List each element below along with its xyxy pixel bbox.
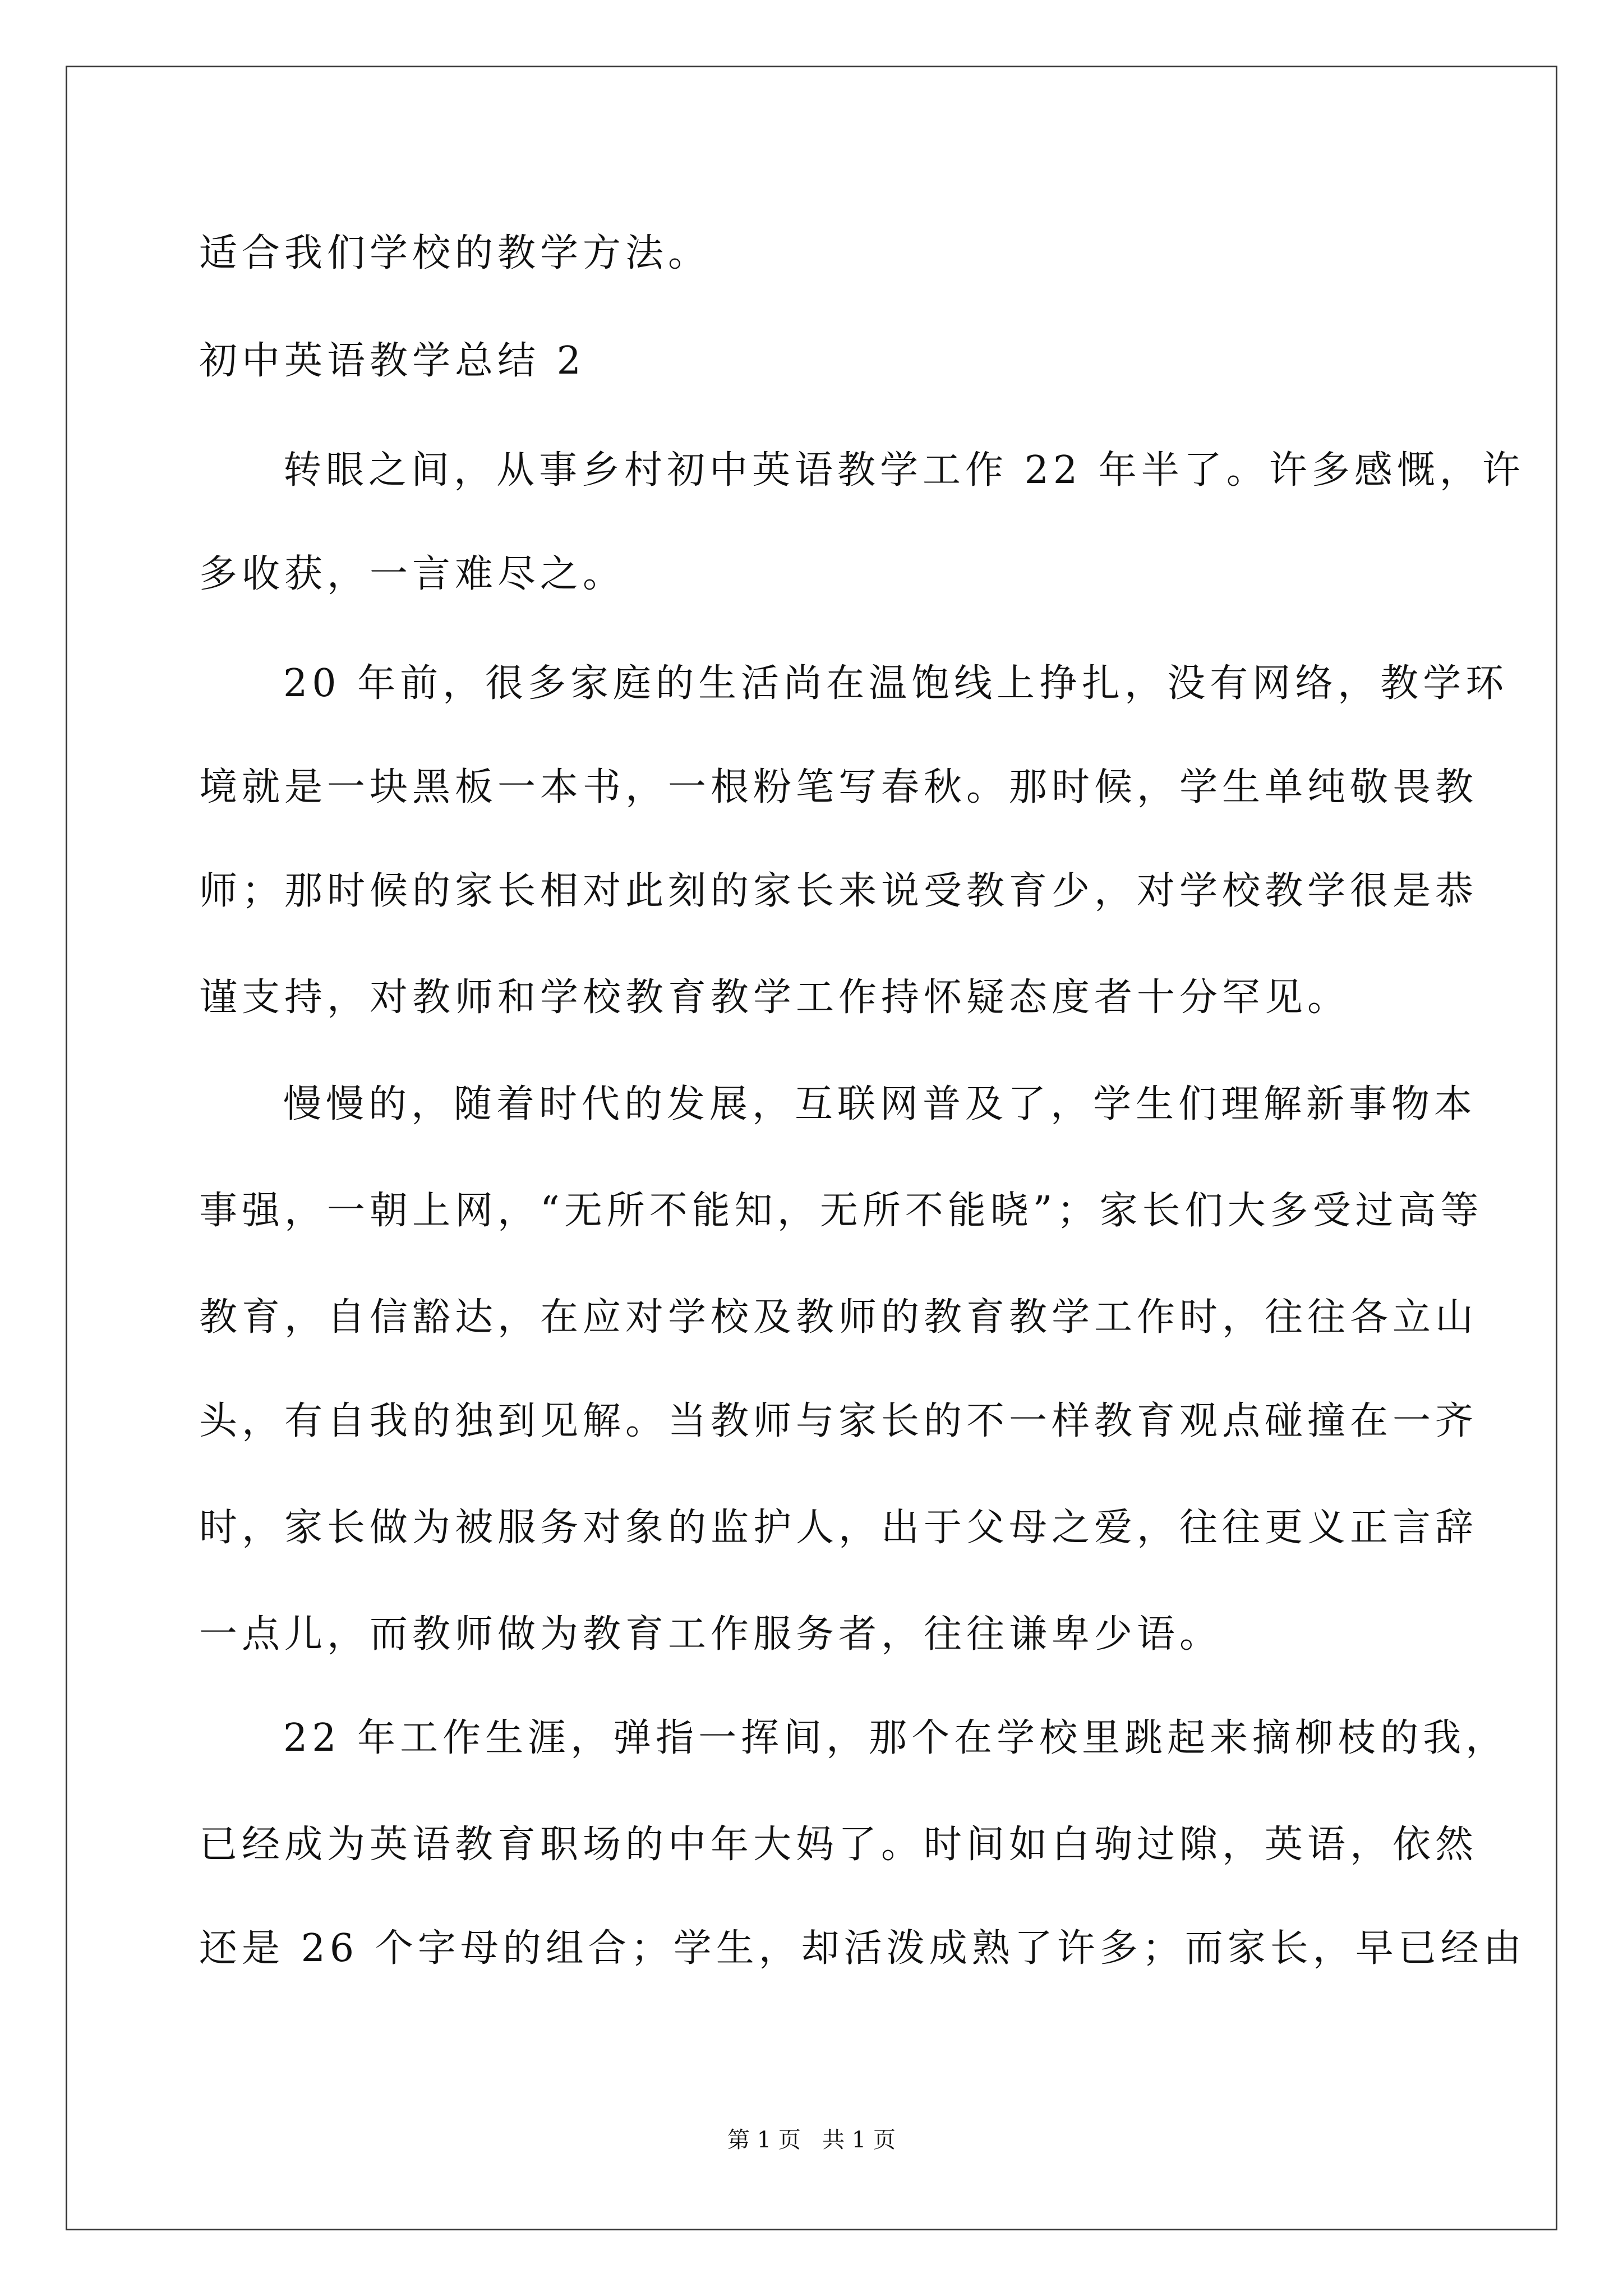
paragraph-line: 谨支持，对教师和学校教育教学工作持怀疑态度者十分罕见。: [199, 976, 1350, 1020]
paragraph-line: 教育，自信豁达，在应对学校及教师的教育教学工作时，往往各立山: [199, 1295, 1478, 1340]
paragraph-line: 师；那时候的家长相对此刻的家长来说受教育少，对学校教学很是恭: [199, 869, 1478, 913]
paragraph-line: 事强，一朝上网，“无所不能知，无所不能晓”；家长们大多受过高等: [199, 1189, 1483, 1233]
paragraph-line: 多收获，一言难尽之。: [199, 552, 626, 596]
paragraph-line: 22 年工作生涯，弹指一挥间，那个在学校里跳起来摘柳枝的我，: [283, 1716, 1509, 1760]
paragraph-line: 还是 26 个字母的组合；学生，却活泼成熟了许多；而家长，早已经由: [199, 1926, 1526, 1971]
text-line: 适合我们学校的教学方法。: [199, 231, 711, 275]
page-number-footer: 第 1 页 共 1 页: [727, 2127, 896, 2153]
page-border: [66, 66, 1557, 2230]
paragraph-line: 境就是一块黑板一本书，一根粉笔写春秋。那时候，学生单纯敬畏教: [199, 765, 1478, 809]
paragraph-line: 一点儿，而教师做为教育工作服务者，往往谦卑少语。: [199, 1612, 1223, 1657]
paragraph-line: 头，有自我的独到见解。当教师与家长的不一样教育观点碰撞在一齐: [199, 1399, 1478, 1443]
paragraph-line: 20 年前，很多家庭的生活尚在温饱线上挣扎，没有网络，教学环: [283, 661, 1509, 706]
paragraph-line: 慢慢的，随着时代的发展，互联网普及了，学生们理解新事物本: [283, 1082, 1477, 1126]
paragraph-line: 转眼之间，从事乡村初中英语教学工作 22 年半了。许多感慨，许: [283, 448, 1525, 493]
section-heading: 初中英语教学总结 2: [199, 339, 585, 383]
paragraph-line: 时，家长做为被服务对象的监护人，出于父母之爱，往往更义正言辞: [199, 1506, 1478, 1550]
paragraph-line: 已经成为英语教育职场的中年大妈了。时间如白驹过隙，英语，依然: [199, 1823, 1478, 1867]
